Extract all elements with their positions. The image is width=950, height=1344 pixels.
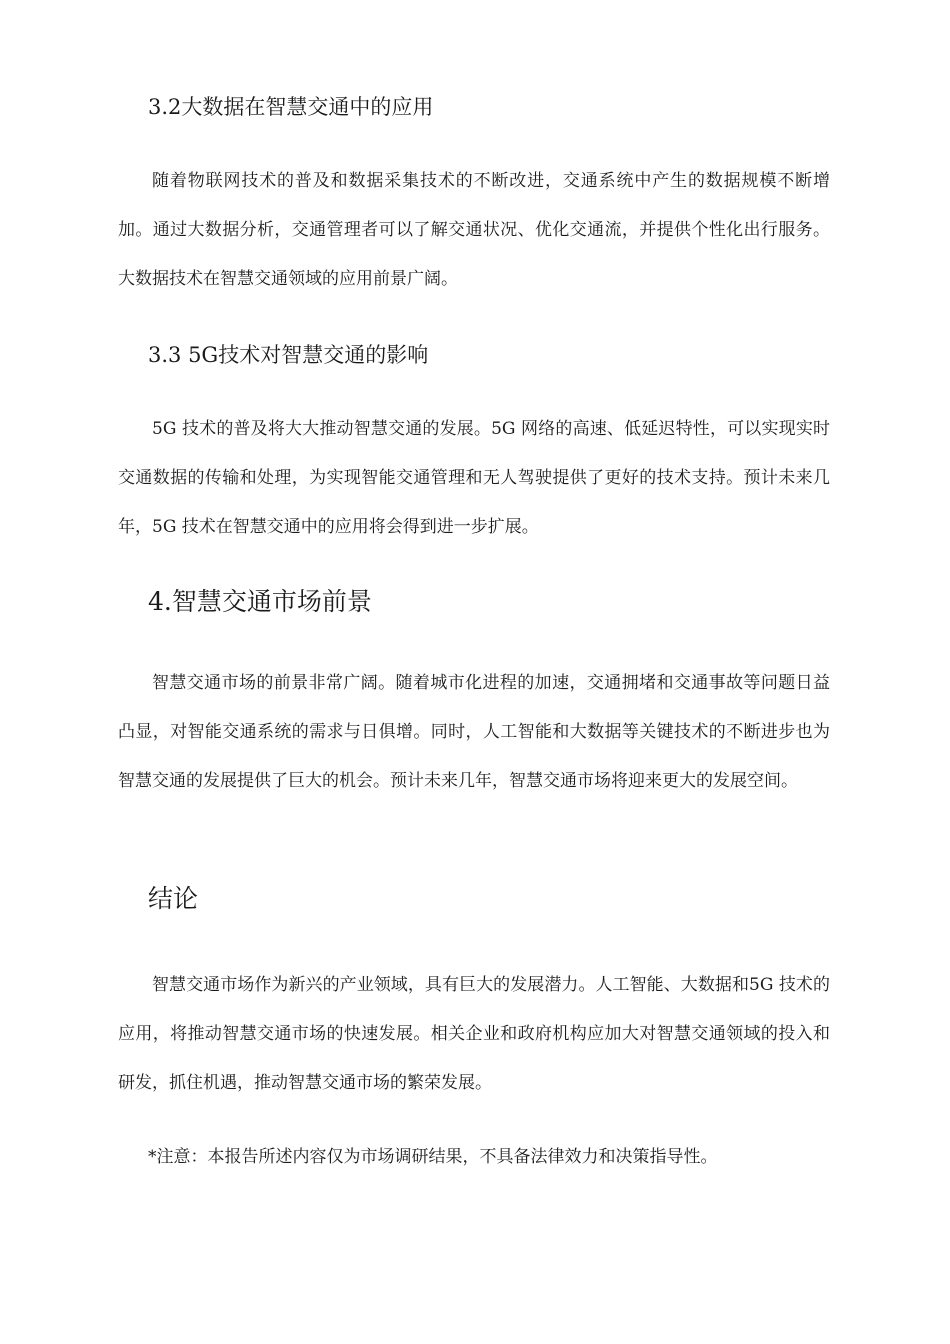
section-4-body: 智慧交通市场的前景非常广阔。随着城市化进程的加速，交通拥堵和交通事故等问题日益凸显，对智能交通系统的需求与日俱增。同时，人工智能和大数据等关键技术的不断进步也为智慧交通的发展提供了巨大的机会。预计未来几年，智慧交通市场将迎来更大的发展空间。: [118, 673, 830, 791]
section-3-2-body: 随着物联网技术的普及和数据采集技术的不断改进，交通系统中产生的数据规模不断增加。通过大数据分析，交通管理者可以了解交通状况、优化交通流，并提供个性化出行服务。大数据技术在智慧交通领域的应用前景广阔。: [118, 171, 830, 289]
section-3-2-heading: 3.2大数据在智慧交通中的应用: [148, 95, 434, 119]
conclusion-body: 智慧交通市场作为新兴的产业领域，具有巨大的发展潜力。人工智能、大数据和5G 技术的应用，将推动智慧交通市场的快速发展。相关企业和政府机构应加大对智慧交通领域的投入和研发，抓住机遇，推动智慧交通市场的繁荣发展。: [118, 975, 830, 1093]
section-3-3-heading: 3.3 5G技术对智慧交通的影响: [148, 343, 429, 367]
disclaimer-note: *注意：本报告所述内容仅为市场调研结果，不具备法律效力和决策指导性。: [148, 1147, 718, 1167]
section-3-3-body: 5G 技术的普及将大大推动智慧交通的发展。5G 网络的高速、低延迟特性，可以实现实时交通数据的传输和处理，为实现智能交通管理和无人驾驶提供了更好的技术支持。预计未来几年，5G 技术在智慧交通中的应用将会得到进一步扩展。: [118, 419, 830, 537]
conclusion-heading: 结论: [148, 884, 199, 913]
section-4-heading: 4.智慧交通市场前景: [148, 587, 372, 616]
